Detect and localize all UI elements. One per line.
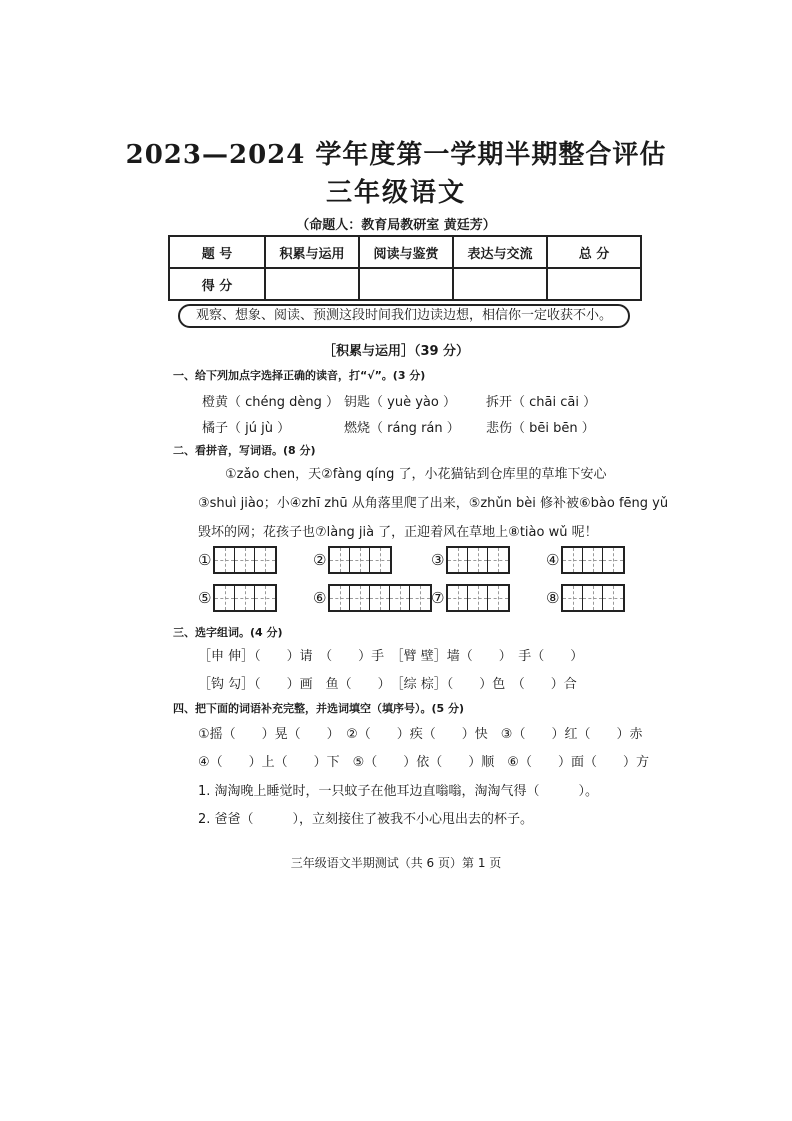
q2-paragraph-line: 毁坏的网；花孩子也⑦làng jià 了，正迎着风在草地上⑧tiào wǔ 呢！	[198, 525, 598, 540]
q1-item[interactable]: 橘子（ jú jù ）	[202, 421, 291, 436]
score-table-header-row	[169, 236, 641, 268]
char-boxes[interactable]	[328, 546, 392, 574]
q4-line[interactable]: ④（ ）上（ ）下 ⑤（ ）依（ ）顺 ⑥（ ）面（ ）方	[198, 755, 649, 770]
motto-banner: 观察、想象、阅读、预测这段时间我们边读边想，相信你一定收获不小。	[178, 304, 630, 328]
section-heading: ［积累与运用］（39 分）	[322, 344, 470, 359]
q1-item[interactable]: 悲伤（ bēi bēn ）	[486, 421, 595, 436]
char-boxes[interactable]	[561, 584, 625, 612]
q3-line[interactable]: ［申 伸］（ ）请 （ ）手 ［臂 壁］墙（ ） 手（ ）	[198, 649, 584, 664]
question-4-title: 四、把下面的词语补充完整，并选词填空（填序号）。(5 分)	[173, 702, 465, 715]
exam-subtitle: 三年级语文	[325, 178, 466, 208]
score-header-cell: 阅读与鉴赏	[359, 236, 453, 268]
box-number: ②	[313, 551, 327, 569]
box-number: ①	[198, 551, 212, 569]
answer-box-group[interactable]	[313, 584, 432, 612]
char-boxes[interactable]	[213, 546, 277, 574]
q4-line[interactable]: ①摇（ ）晃（ ） ②（ ）疾（ ）快 ③（ ）红（ ）赤	[198, 727, 643, 742]
char-boxes[interactable]	[561, 546, 625, 574]
char-boxes[interactable]	[328, 584, 432, 612]
score-header-cell: 表达与交流	[453, 236, 547, 268]
q1-item[interactable]: 钥匙（ yuè yào ）	[344, 395, 456, 410]
question-2-title: 二、看拼音，写词语。(8 分)	[173, 444, 316, 457]
question-3-title: 三、选字组词。(4 分)	[173, 626, 283, 639]
answer-box-group[interactable]	[431, 546, 510, 574]
score-cell[interactable]	[547, 268, 641, 300]
q4-sentence[interactable]: 1. 淘淘晚上睡觉时，一只蚊子在他耳边直嗡嗡，淘淘气得（ ）。	[198, 784, 599, 799]
q4-sentence[interactable]: 2. 爸爸（ ），立刻接住了被我不小心甩出去的杯子。	[198, 812, 534, 827]
char-boxes[interactable]	[446, 546, 510, 574]
q2-paragraph-line: ①zǎo chen，天②fàng qíng 了，小花猫钻到仓库里的草堆下安心	[225, 467, 607, 482]
answer-box-group[interactable]	[198, 546, 277, 574]
answer-box-group[interactable]	[198, 584, 277, 612]
score-header-cell: 积累与运用	[265, 236, 359, 268]
answer-box-group[interactable]	[313, 546, 392, 574]
box-number: ⑥	[313, 589, 327, 607]
score-header-cell: 总 分	[547, 236, 641, 268]
question-1-title: 一、给下列加点字选择正确的读音，打“√”。(3 分)	[173, 369, 426, 382]
answer-box-group[interactable]	[546, 546, 625, 574]
char-boxes[interactable]	[446, 584, 510, 612]
score-cell[interactable]	[359, 268, 453, 300]
q2-paragraph-line: ③shuì jiào；小④zhī zhū 从角落里爬了出来，⑤zhǔn bèi 修补被⑥bào fēng yǔ	[198, 496, 669, 511]
page-footer: 三年级语文半期测试（共 6 页）第 1 页	[290, 856, 502, 870]
score-table	[168, 235, 642, 301]
score-row-label: 得 分	[169, 268, 265, 300]
box-number: ④	[546, 551, 560, 569]
score-header-cell: 题 号	[169, 236, 265, 268]
score-cell[interactable]	[265, 268, 359, 300]
box-number: ③	[431, 551, 445, 569]
box-number: ⑦	[431, 589, 445, 607]
exam-title: 2023—2024 学年度第一学期半期整合评估	[125, 140, 667, 170]
box-number: ⑤	[198, 589, 212, 607]
score-table-score-row	[169, 268, 641, 300]
box-number: ⑧	[546, 589, 560, 607]
q1-item[interactable]: 拆开（ chāi cāi ）	[486, 395, 597, 410]
q1-item[interactable]: 橙黄（ chéng dèng ）	[202, 395, 340, 410]
answer-box-group[interactable]	[546, 584, 625, 612]
q3-line[interactable]: ［钩 勾］（ ）画 鱼（ ） ［综 棕］（ ）色 （ ）合	[198, 677, 577, 692]
answer-box-group[interactable]	[431, 584, 510, 612]
score-cell[interactable]	[453, 268, 547, 300]
exam-author: （命题人：教育局教研室 黄廷芳）	[296, 218, 496, 233]
q1-item[interactable]: 燃烧（ ráng rán ）	[344, 421, 460, 436]
char-boxes[interactable]	[213, 584, 277, 612]
